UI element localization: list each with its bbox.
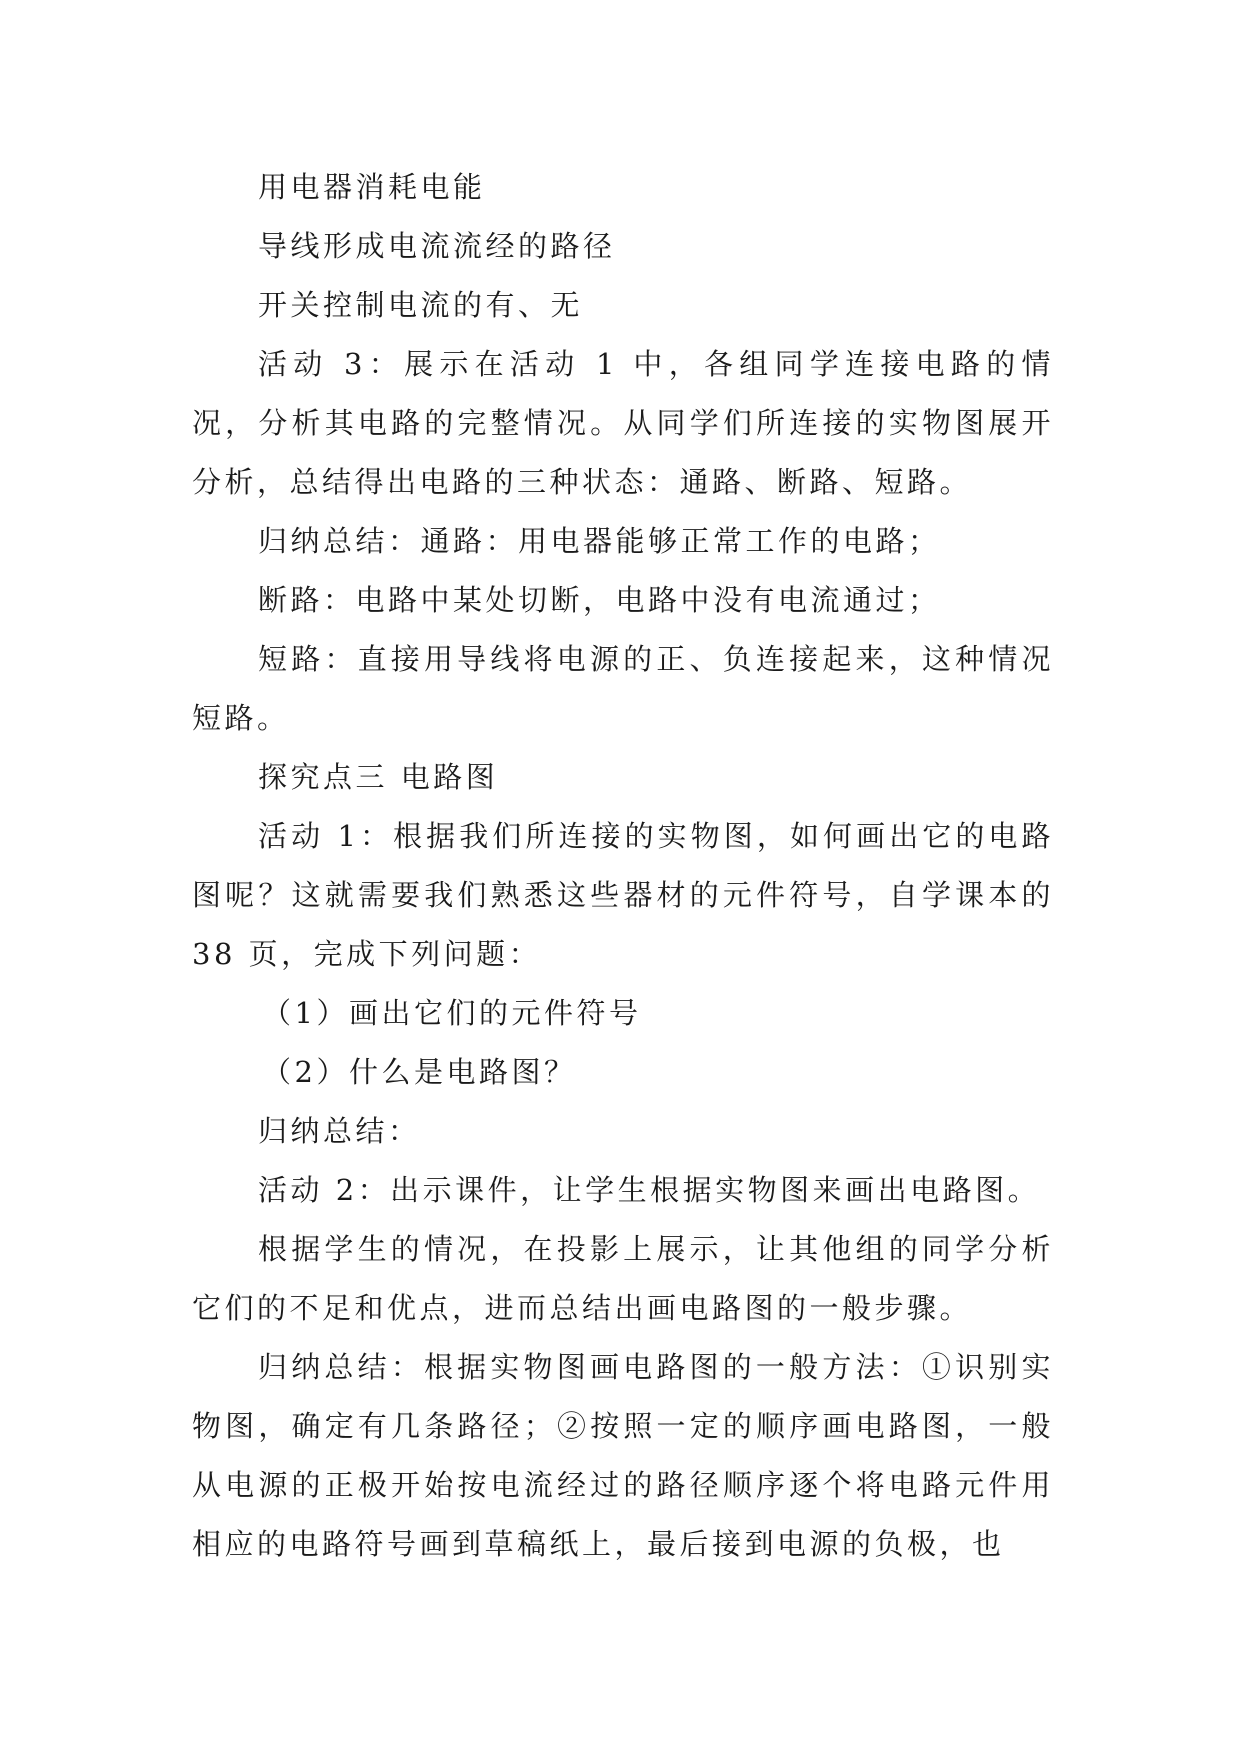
paragraph-open-circuit: 断路：电路中某处切断，电路中没有电流通过； [258,583,941,617]
paragraph-summary-method: 归纳总结：根据实物图画电路图的一般方法：①识别实物图，确定有几条路径；②按照一定的顺序画电路图，一般从电源的正极开始按电流经过的路径顺序逐个将电路元件用相应的电路符号画到草稿纸上，最后接到电源的负极，也 [192,1350,1054,1561]
paragraph-summary-closed-circuit: 归纳总结：通路：用电器能够正常工作的电路； [258,524,941,558]
question-1: （1）画出它们的元件符号 [262,996,642,1030]
paragraph-activity-2: 活动 2：出示课件，让学生根据实物图来画出电路图。 [258,1173,1041,1207]
section-heading-circuit-diagram: 探究点三 电路图 [258,760,499,794]
paragraph-short-circuit: 短路：直接用导线将电源的正、负连接起来，这种情况短路。 [192,642,1054,735]
paragraph-activity-1: 活动 1：根据我们所连接的实物图，如何画出它的电路图呢？这就需要我们熟悉这些器材的元件符号，自学课本的 38 页，完成下列问题： [192,819,1054,971]
paragraph-wire: 导线形成电流流经的路径 [258,229,616,263]
paragraph-student-display: 根据学生的情况，在投影上展示，让其他组的同学分析它们的不足和优点，进而总结出画电路图的一般步骤。 [192,1232,1054,1325]
paragraph-summary-label: 归纳总结： [258,1114,421,1148]
paragraph-activity-3: 活动 3：展示在活动 1 中，各组同学连接电路的情况，分析其电路的完整情况。从同学们所连接的实物图展开分析，总结得出电路的三种状态：通路、断路、短路。 [192,347,1054,499]
question-2: （2）什么是电路图？ [262,1055,577,1089]
paragraph-switch: 开关控制电流的有、无 [258,288,584,322]
paragraph-appliance: 用电器消耗电能 [258,170,486,204]
document-page [192,158,1054,1574]
